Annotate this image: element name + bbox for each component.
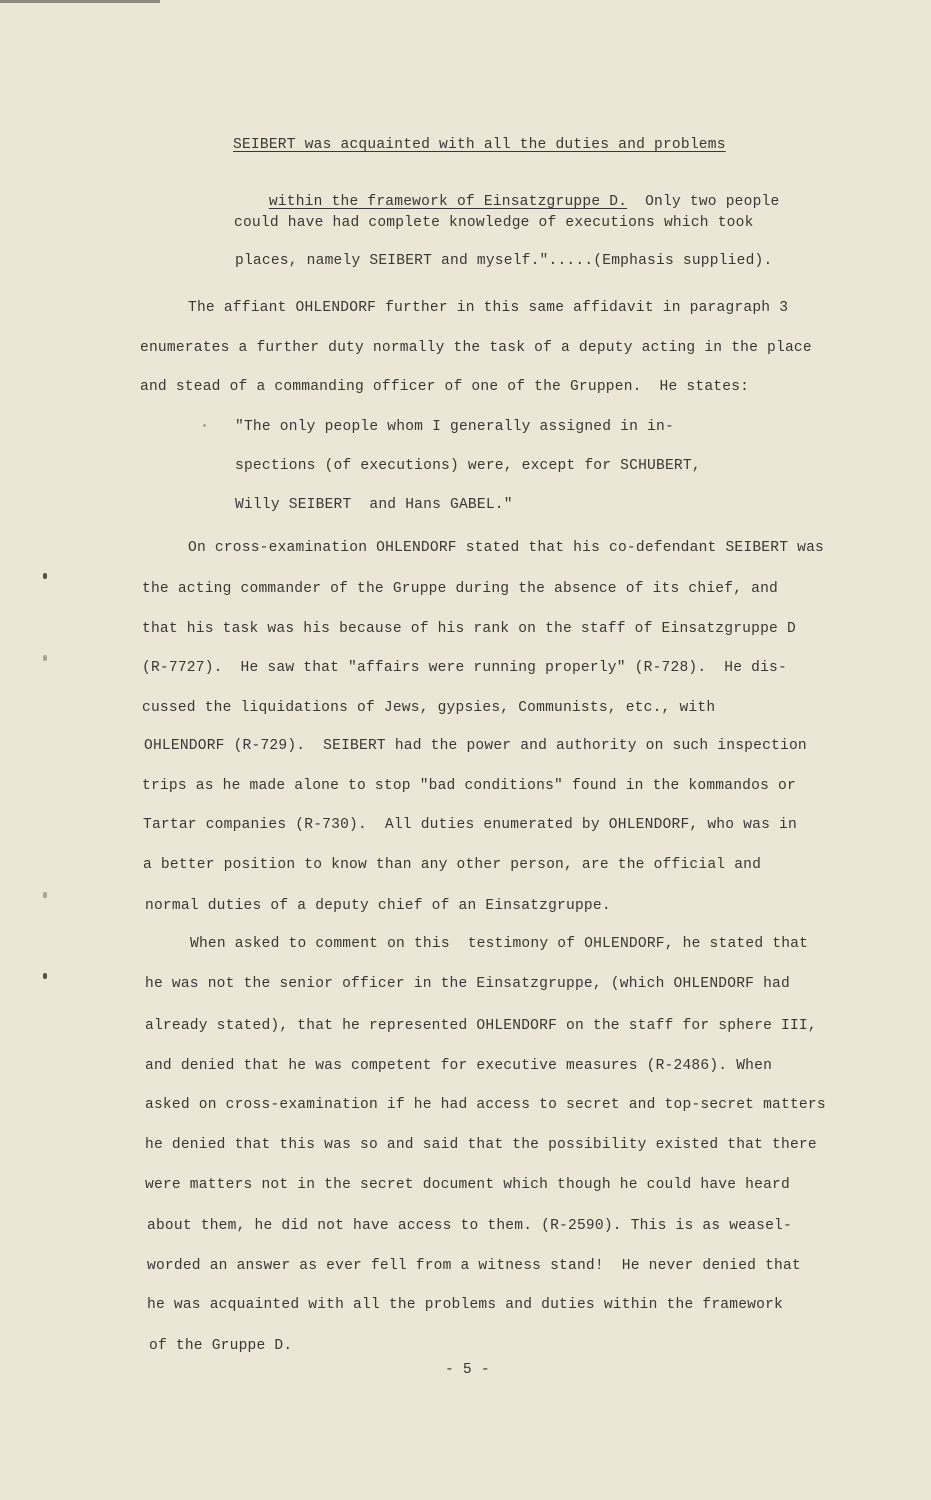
doc-line-1: SEIBERT was acquainted with all the duties and problems (233, 137, 726, 153)
margin-mark-1 (43, 573, 47, 579)
doc-line-22: he was not the senior officer in the Einsatzgruppe, (which OHLENDORF had (145, 976, 790, 992)
doc-line-12: the acting commander of the Gruppe during the absence of its chief, and (142, 581, 778, 597)
margin-mark-4 (43, 973, 47, 979)
doc-line-29: worded an answer as ever fell from a witness stand! He never denied that (147, 1258, 801, 1274)
doc-line-6: enumerates a further duty normally the task of a deputy acting in the place (140, 340, 812, 356)
doc-line-2-rest: Only two people (627, 194, 780, 210)
doc-line-25: asked on cross-examination if he had access to secret and top-secret matters (145, 1097, 826, 1113)
doc-line-14: (R-7727). He saw that "affairs were running properly" (R-728). He dis- (142, 660, 787, 676)
margin-mark-3 (43, 892, 47, 898)
doc-line-2 (233, 175, 780, 210)
doc-line-4: places, namely SEIBERT and myself.".....(Emphasis supplied). (235, 253, 773, 269)
doc-line-2-emphasis: within the framework of Einsatzgruppe D. (268, 194, 628, 210)
doc-line-18: Tartar companies (R-730). All duties enumerated by OHLENDORF, who was in (143, 817, 797, 833)
doc-line-20: normal duties of a deputy chief of an Einsatzgruppe. (145, 898, 611, 914)
doc-line-31: of the Gruppe D. (149, 1338, 293, 1354)
page-number: - 5 - (445, 1362, 490, 1378)
doc-line-28: about them, he did not have access to them. (R-2590). This is as weasel- (147, 1218, 792, 1234)
doc-line-9: spections (of executions) were, except for SCHUBERT, (235, 458, 701, 474)
margin-mark-5 (203, 424, 206, 427)
page-top-edge (0, 0, 160, 3)
doc-line-5: The affiant OHLENDORF further in this same affidavit in paragraph 3 (188, 300, 789, 316)
doc-line-27: were matters not in the secret document which though he could have heard (145, 1177, 790, 1193)
doc-line-7: and stead of a commanding officer of one of the Gruppen. He states: (140, 379, 750, 395)
doc-line-23: already stated), that he represented OHLENDORF on the staff for sphere III, (145, 1018, 817, 1034)
margin-mark-2 (43, 655, 47, 661)
doc-line-17: trips as he made alone to stop "bad conditions" found in the kommandos or (142, 778, 796, 794)
doc-line-24: and denied that he was competent for executive measures (R-2486). When (145, 1058, 773, 1074)
doc-line-26: he denied that this was so and said that the possibility existed that there (145, 1137, 817, 1153)
doc-line-30: he was acquainted with all the problems and duties within the framework (147, 1297, 783, 1313)
doc-line-19: a better position to know than any other person, are the official and (143, 857, 762, 873)
doc-line-8: "The only people whom I generally assigned in in- (235, 419, 674, 435)
doc-line-11: On cross-examination OHLENDORF stated that his co-defendant SEIBERT was (188, 540, 824, 556)
doc-line-13: that his task was his because of his rank on the staff of Einsatzgruppe D (142, 621, 796, 637)
doc-line-21: When asked to comment on this testimony of OHLENDORF, he stated that (190, 936, 809, 952)
doc-line-3: could have had complete knowledge of executions which took (234, 215, 754, 231)
doc-line-16: OHLENDORF (R-729). SEIBERT had the power and authority on such inspection (144, 738, 807, 754)
doc-line-10: Willy SEIBERT and Hans GABEL." (235, 497, 513, 513)
doc-line-15: cussed the liquidations of Jews, gypsies, Communists, etc., with (142, 700, 716, 716)
